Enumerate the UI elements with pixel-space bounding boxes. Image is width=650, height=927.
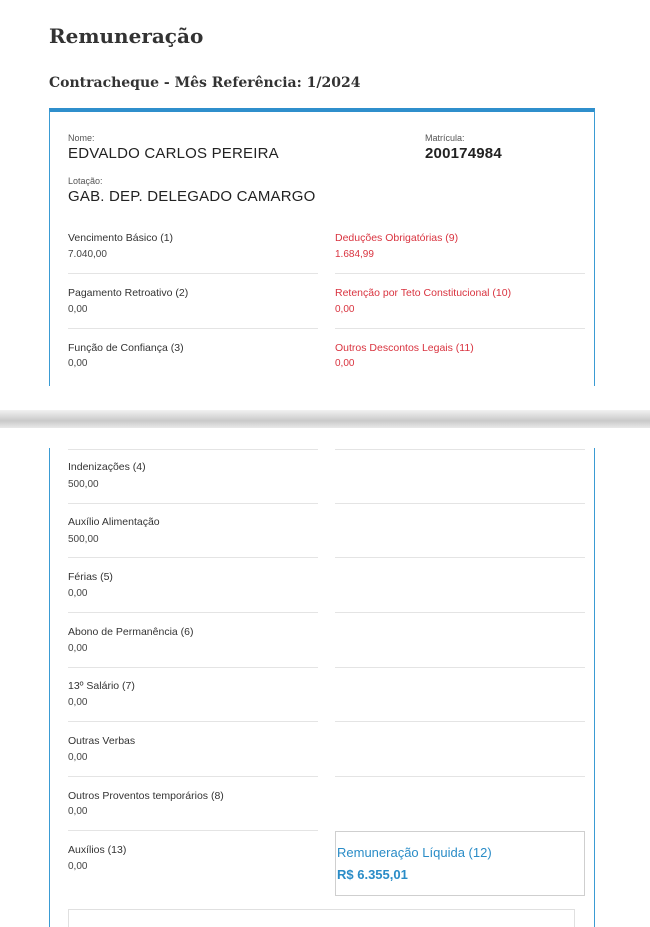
earning-value: 0,00: [68, 358, 88, 369]
net-pay-label: Remuneração Líquida (12): [337, 845, 492, 860]
employee-name: EDVALDO CARLOS PEREIRA: [68, 145, 279, 162]
earning-label: Abono de Permanência (6): [68, 626, 194, 638]
row-separator: [68, 503, 318, 504]
row-separator: [335, 776, 585, 777]
earning-label: Auxílio Alimentação: [68, 516, 160, 528]
deduction-value: 0,00: [335, 358, 355, 369]
earning-value: 0,00: [68, 752, 88, 763]
earning-value: 0,00: [68, 304, 88, 315]
earning-value: 500,00: [68, 479, 99, 490]
row-separator: [335, 273, 585, 274]
deduction-label: Retenção por Teto Constitucional (10): [335, 287, 512, 299]
net-pay-box: [335, 831, 585, 896]
earning-value: 0,00: [68, 861, 88, 872]
earning-label: Pagamento Retroativo (2): [68, 287, 189, 299]
earning-label: 13º Salário (7): [68, 680, 135, 692]
earning-value: 0,00: [68, 643, 88, 654]
matricula-label: Matrícula:: [425, 133, 465, 143]
earning-value: 7.040,00: [68, 249, 107, 260]
row-separator: [335, 503, 585, 504]
screenshot-divider: [0, 410, 650, 428]
earning-label: Férias (5): [68, 571, 113, 583]
earning-label: Função de Confiança (3): [68, 342, 184, 354]
earning-label: Outras Verbas: [68, 735, 136, 747]
matricula-value: 200174984: [425, 145, 502, 162]
row-separator: [335, 667, 585, 668]
earning-value: 500,00: [68, 534, 99, 545]
earning-label: Auxílios (13): [68, 844, 127, 856]
row-separator: [68, 557, 318, 558]
row-separator: [335, 557, 585, 558]
earning-value: 0,00: [68, 806, 88, 817]
footer-box: [68, 909, 575, 927]
row-separator: [68, 667, 318, 668]
earning-value: 0,00: [68, 697, 88, 708]
row-separator: [68, 612, 318, 613]
row-separator: [68, 449, 318, 450]
earning-label: Vencimento Básico (1): [68, 232, 174, 244]
earning-label: Indenizações (4): [68, 461, 146, 473]
net-pay-value: R$ 6.355,01: [337, 867, 408, 882]
row-separator: [68, 721, 318, 722]
row-separator: [68, 830, 318, 831]
row-separator: [68, 776, 318, 777]
row-separator: [335, 612, 585, 613]
deduction-value: 0,00: [335, 304, 355, 315]
earning-label: Outros Proventos temporários (8): [68, 790, 224, 802]
deduction-value: 1.684,99: [335, 249, 374, 260]
lotacao-label: Lotação:: [68, 176, 103, 186]
payslip-subtitle: Contracheque - Mês Referência: 1/2024: [49, 75, 361, 91]
page-title: Remuneração: [49, 24, 204, 48]
row-separator: [68, 273, 318, 274]
deduction-label: Deduções Obrigatórias (9): [335, 232, 459, 244]
row-separator: [335, 449, 585, 450]
row-separator: [335, 328, 585, 329]
row-separator: [68, 328, 318, 329]
lotacao-value: GAB. DEP. DELEGADO CAMARGO: [68, 188, 316, 205]
row-separator: [335, 721, 585, 722]
earning-value: 0,00: [68, 588, 88, 599]
name-label: Nome:: [68, 133, 95, 143]
deduction-label: Outros Descontos Legais (11): [335, 342, 474, 354]
